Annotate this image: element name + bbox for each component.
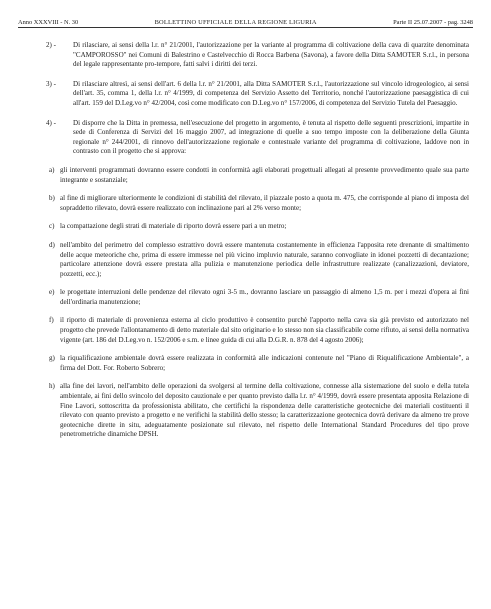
prescription-letter: c) <box>49 222 55 231</box>
prescription-f <box>49 316 469 345</box>
item-text: Di rilasciare altresì, ai sensi dell'art. 6 della l.r. n° 21/2001, alla Ditta SAMOTER S.r.l., l'autorizzazione sul vincolo idrogeologico, ai sensi dell'art. 35, comma 1, della l.r. n° 4/1999, di competenza del Servizio Assetto del Territorio, nonché l'autorizzazione paesaggistica di cui all'art. 159 del D.Leg.vo n° 42/2004, così come modificato con D.Leg.vo n° 157/2006, di competenza del Servizio Tutela del Paesaggio. <box>73 79 469 107</box>
prescription-e <box>49 288 469 307</box>
page-header <box>18 14 473 26</box>
prescription-text: il riporto di materiale di provenienza esterna al ciclo produttivo è consentito purchè l'apporto nella cava sia già previsto ed autorizzato nel progetto che prevede l'allontanamento di detto materiale dal sito originario e lo stesso non sia classificabile come rifiuto, ai sensi della normativa vigente (art. 186 del D.Leg.vo n. 152/2006 e s.m. e linee guida di cui alla D.G.R. n. 878 del 4 agosto 2006); <box>60 316 469 344</box>
publication-title: BOLLETTINO UFFICIALE DELLA REGIONE LIGURIA <box>154 19 317 26</box>
article-item-3 <box>46 80 469 109</box>
prescription-letter: g) <box>49 354 55 363</box>
issue-number: Anno XXXVIII - N. 30 <box>18 19 79 26</box>
prescription-text: la compattazione degli strati di materiale di riporto dovrà essere pari a un metro; <box>60 222 287 231</box>
prescription-text: al fine di migliorare ulteriormente le condizioni di stabilità del rilevato, il piazzale posto a quota m. 475, che corrisponde al piano di imposta del sopraddetto rilevato, dovrà essere realizzato con inclinazione pari al 2% verso monte; <box>60 194 469 212</box>
prescription-letter: f) <box>49 316 54 325</box>
prescription-text: le progettate interruzioni delle pendenze del rilevato ogni 3-5 m., dovranno lasciare un passaggio di almeno 1,5 m. per i mezzi d'opera ai fini dell'ordinaria manutenzione; <box>60 288 469 306</box>
prescription-letter: b) <box>49 194 55 203</box>
prescription-a <box>49 166 469 185</box>
article-item-4 <box>46 119 469 157</box>
prescription-text: nell'ambito del perimetro del complesso estrattivo dovrà essere mantenuta costantemente in efficienza l'apposita rete drenante di smaltimento delle acque meteoriche che, prima di essere immesse nel più vicino impluvio naturale, saranno convogliate in idonei pozzetti di decantazione; particolare attenzione dovrà essere prestata alla pulizia e manutenzione periodica delle infrastrutture realizzate (canalizzazioni, deviatore, pozzetti, ecc.); <box>60 240 469 278</box>
prescription-letter: d) <box>49 240 55 249</box>
prescription-h <box>49 382 469 440</box>
article-item-2 <box>46 41 469 70</box>
prescription-b <box>49 194 469 213</box>
prescription-d <box>49 241 469 279</box>
prescription-g <box>49 354 469 373</box>
item-number: 4) - <box>46 118 56 127</box>
prescription-letter: h) <box>49 382 55 391</box>
prescription-text: la riqualificazione ambientale dovrà essere realizzata in conformità alle indicazioni contenute nel "Piano di Riqualificazione Ambientale", a firma del Dott. For. Roberto Sobrero; <box>60 354 469 372</box>
header-rule <box>18 27 473 28</box>
document-body <box>46 41 469 440</box>
prescription-letter: e) <box>49 288 55 297</box>
item-number: 3) - <box>46 79 56 88</box>
item-text: Di disporre che la Ditta in premessa, nell'esecuzione del progetto in argomento, è tenuta al rispetto delle seguenti prescrizioni, impartite in sede di Conferenza di Servizi del 16 maggio 2007, ad integrazione di quelle a suo tempo imposte con la deliberazione della Giunta regionale n° 244/2001, di rinnovo dell'autorizzazione regionale e contestuale variante del programma di coltivazione, laddove non in contrasto con il progetto che si approva: <box>73 118 469 156</box>
page-reference: Parte II 25.07.2007 - pag. 3248 <box>393 19 473 26</box>
prescription-c <box>49 222 469 232</box>
item-number: 2) - <box>46 41 56 49</box>
prescription-letter: a) <box>49 165 55 174</box>
item-text: Di rilasciare, ai sensi della l.r. n° 21/2001, l'autorizzazione per la variante al programma di coltivazione della cava di quarzite denominata "CAMPOROSSO" nei Comuni di Balestrino e Castelvecchio di Rocca Barbena (Savona), a favore della Ditta SAMOTER S.r.l., in persona del legale rappresentante pro-tempore, fatti salvi i diritti dei terzi. <box>73 41 469 69</box>
prescription-text: alla fine dei lavori, nell'ambito delle operazioni da svolgersi al termine della coltivazione, connesse alla sistemazione del suolo e della tutela ambientale, ai fini dello svincolo del deposito cauzionale e per quanto previsto dalla l.r. n° 4/1999, dovrà essere presentata apposita Relazione di Fine Lavori, sottoscritta da professionista abilitato, che certifichi la rispondenza delle caratteristiche geotecniche dei materiali costituenti il rilevato con quanto previsto a progetto e ne verifichi la stabilità dello stesso; la caratterizzazione geotecnica dovrà derivare da almeno tre prove geotecniche dirette in situ, adeguatamente posizionate sul rilevato, nel rispetto delle International Standard Procedures del tipo prove penetrometriche dinamiche DPSH. <box>60 382 469 439</box>
prescription-text: gli interventi programmati dovranno essere condotti in conformità agli elaborati progettuali allegati al presente provvedimento quale sua parte integrante e sostanziale; <box>60 165 469 184</box>
